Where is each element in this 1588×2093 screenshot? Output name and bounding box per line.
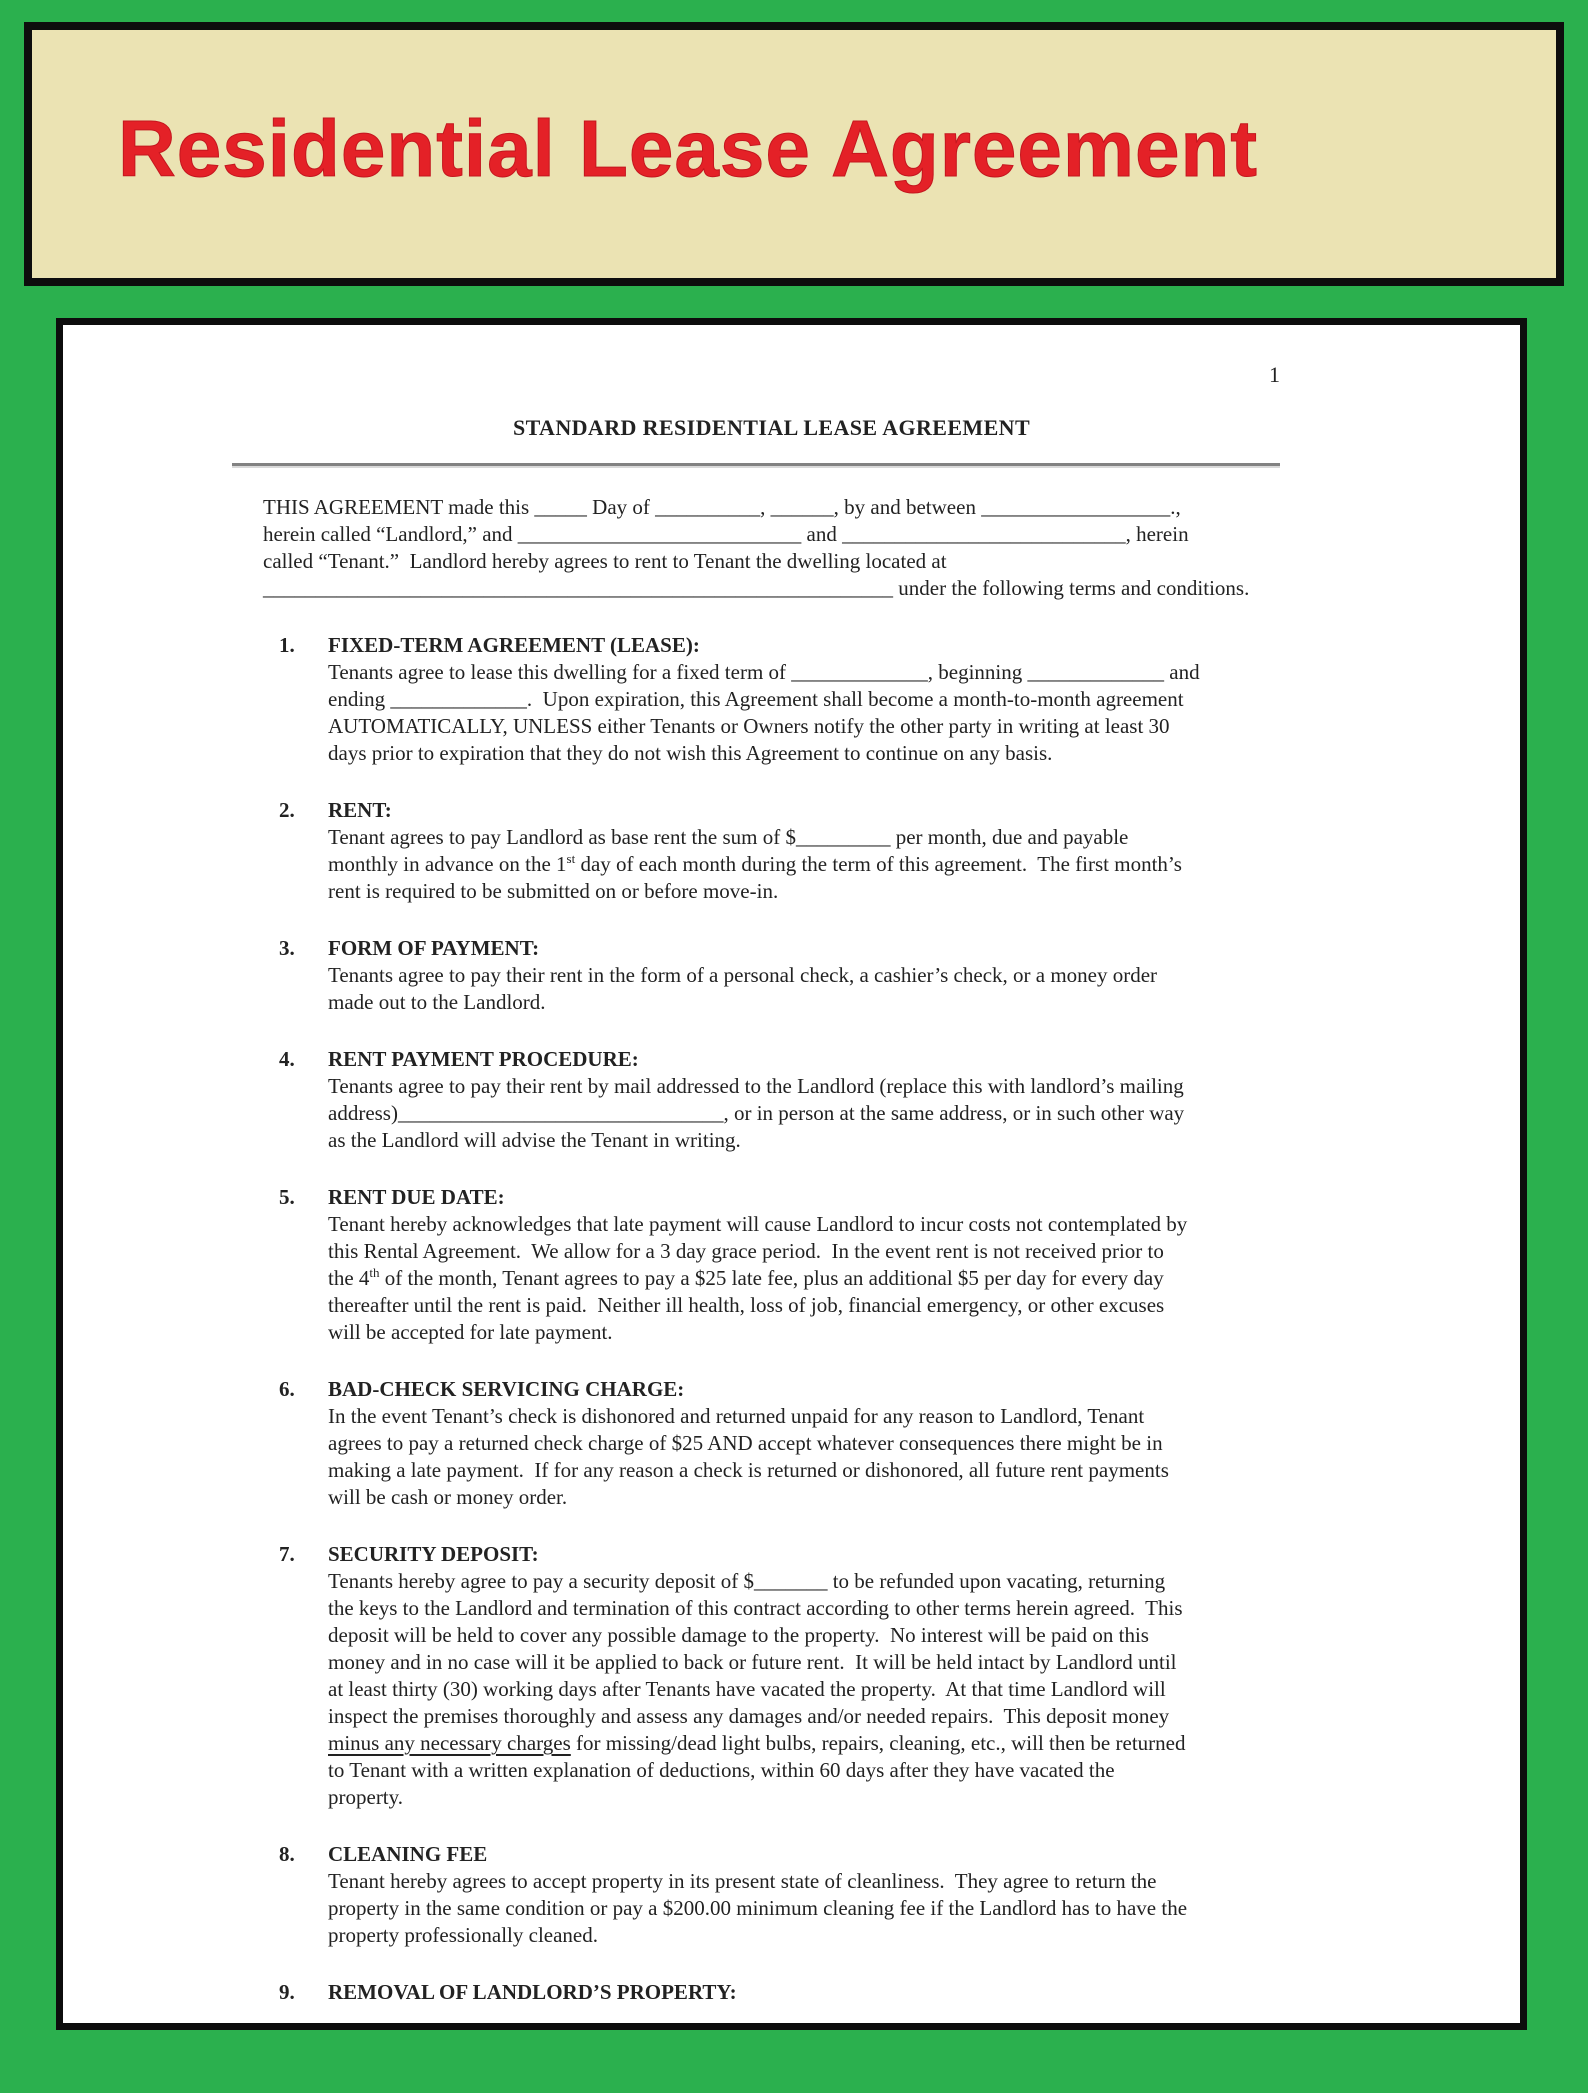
text-line: Tenants hereby agree to pay a security deposit of $_______ to be refunded upon vacating, returning <box>328 1569 1166 1593</box>
text-line: Tenant hereby acknowledges that late payment will cause Landlord to incur costs not contemplated by <box>328 1212 1188 1236</box>
section-heading <box>263 797 1280 824</box>
underlined-phrase: minus any necessary charges <box>328 1731 571 1755</box>
text-line: this Rental Agreement. We allow for a 3 day grace period. In the event rent is not received prior to <box>328 1239 1164 1263</box>
text-line: Tenants agree to pay their rent in the form of a personal check, a cashier’s check, or a money order <box>328 963 1158 987</box>
document-title: STANDARD RESIDENTIAL LEASE AGREEMENT <box>512 415 1031 440</box>
text-line: thereafter until the rent is paid. Neither ill health, loss of job, financial emergency, or other excuses <box>328 1293 1165 1317</box>
text-line: to Tenant with a written explanation of deductions, within 60 days after they have vacated the <box>328 1758 1115 1782</box>
text-part: of the month, Tenant agrees to pay a $25 late fee, plus an additional $5 per day for every day <box>379 1266 1164 1290</box>
text-line: property in the same condition or pay a $200.00 minimum cleaning fee if the Landlord has to have the <box>328 1896 1188 1920</box>
section-heading-text: RENT: <box>328 798 392 822</box>
text-line <box>328 1265 1280 1292</box>
section-removal-of-landlords-property <box>263 1979 1280 2006</box>
section-heading <box>263 1841 1280 1868</box>
text-line: will be cash or money order. <box>328 1485 568 1509</box>
text-part: monthly in advance on the 1 <box>328 852 567 876</box>
section-rent-due-date <box>263 1184 1280 1346</box>
section-heading <box>263 1541 1280 1568</box>
text-line: inspect the premises thoroughly and assess any damages and/or needed repairs. This deposit money <box>328 1704 1170 1728</box>
text-line: deposit will be held to cover any possible damage to the property. No interest will be paid on this <box>328 1623 1149 1647</box>
text-part: day of each month during the term of this agreement. The first month’s <box>575 852 1182 876</box>
section-number: 9. <box>279 1980 295 2004</box>
text-part: the 4 <box>328 1266 370 1290</box>
banner-title: Residential Lease Agreement <box>118 104 1259 193</box>
header-banner <box>24 22 1564 286</box>
text-line: made out to the Landlord. <box>328 990 546 1014</box>
section-heading <box>263 1046 1280 1073</box>
section-heading <box>263 1184 1280 1211</box>
section-heading <box>263 1376 1280 1403</box>
section-body <box>263 1403 1280 1511</box>
section-number: 5. <box>279 1185 295 1209</box>
text-line: as the Landlord will advise the Tenant in writing. <box>328 1128 741 1152</box>
section-heading-text: RENT PAYMENT PROCEDURE: <box>328 1047 639 1071</box>
section-rent-payment-procedure <box>263 1046 1280 1154</box>
section-fixed-term-agreement <box>263 632 1280 767</box>
section-heading <box>263 1979 1280 2006</box>
text-line: property. <box>328 1785 404 1809</box>
text-line: rent is required to be submitted on or before move-in. <box>328 879 779 903</box>
text-line: agrees to pay a returned check charge of $25 AND accept whatever consequences there might be in <box>328 1431 1163 1455</box>
section-number: 3. <box>279 936 295 960</box>
text-line: will be accepted for late payment. <box>328 1320 613 1344</box>
text-line: Tenant agrees to pay Landlord as base rent the sum of $_________ per month, due and payable <box>328 825 1129 849</box>
text-line: at least thirty (30) working days after Tenants have vacated the property. At that time Landlord will <box>328 1677 1166 1701</box>
section-body <box>263 1568 1280 1811</box>
section-heading <box>263 935 1280 962</box>
text-line: making a late payment. If for any reason a check is returned or dishonored, all future rent payments <box>328 1458 1169 1482</box>
text-line: ending _____________. Upon expiration, this Agreement shall become a month-to-month agreement <box>328 687 1184 711</box>
page-number: 1 <box>1269 362 1280 387</box>
intro-line: called “Tenant.” Landlord hereby agrees to rent to Tenant the dwelling located at <box>263 549 947 573</box>
section-number: 2. <box>279 798 295 822</box>
title-rule <box>232 463 1280 466</box>
section-heading-text: BAD-CHECK SERVICING CHARGE: <box>328 1377 685 1401</box>
text-line <box>328 851 1280 878</box>
page-content <box>63 325 1520 2006</box>
section-number: 4. <box>279 1047 295 1071</box>
section-heading-text: CLEANING FEE <box>328 1842 488 1866</box>
section-body <box>263 1211 1280 1346</box>
section-heading-text: REMOVAL OF LANDLORD’S PROPERTY: <box>328 1980 737 2004</box>
section-bad-check-servicing-charge <box>263 1376 1280 1511</box>
text-part: for missing/dead light bulbs, repairs, cleaning, etc., will then be returned <box>570 1731 1186 1755</box>
section-number: 8. <box>279 1842 295 1866</box>
text-line: In the event Tenant’s check is dishonored and returned unpaid for any reason to Landlord, Tenant <box>328 1404 1145 1428</box>
section-body <box>263 962 1280 1016</box>
text-line: the keys to the Landlord and termination of this contract according to other terms herein agreed. This <box>328 1596 1183 1620</box>
section-number: 6. <box>279 1377 295 1401</box>
text-line: address)_______________________________, or in person at the same address, or in such other way <box>328 1101 1185 1125</box>
text-line: days prior to expiration that they do not wish this Agreement to continue on any basis. <box>328 741 1053 765</box>
section-body <box>263 824 1280 905</box>
section-cleaning-fee <box>263 1841 1280 1949</box>
section-security-deposit <box>263 1541 1280 1811</box>
section-heading <box>263 632 1280 659</box>
intro-line: herein called “Landlord,” and ___________________________ and ___________________________, herein <box>263 522 1189 546</box>
intro-paragraph <box>263 494 1280 602</box>
section-heading-text: SECURITY DEPOSIT: <box>328 1542 539 1566</box>
text-line: money and in no case will it be applied to back or future rent. It will be held intact by Landlord until <box>328 1650 1177 1674</box>
section-body <box>263 1073 1280 1154</box>
ordinal-superscript: st <box>566 851 576 866</box>
section-heading-text: FIXED-TERM AGREEMENT (LEASE): <box>328 633 700 657</box>
intro-line: ____________________________________________________________ under the following terms and conditions. <box>263 576 1250 600</box>
section-form-of-payment <box>263 935 1280 1016</box>
section-number: 7. <box>279 1542 295 1566</box>
text-line: AUTOMATICALLY, UNLESS either Tenants or Owners notify the other party in writing at least 30 <box>328 714 1170 738</box>
ordinal-superscript: th <box>369 1265 380 1280</box>
section-body <box>263 1868 1280 1949</box>
text-line: Tenants agree to lease this dwelling for a fixed term of _____________, beginning _____________ and <box>328 660 1200 684</box>
text-line: Tenants agree to pay their rent by mail addressed to the Landlord (replace this with landlord’s mailing <box>328 1074 1184 1098</box>
section-number: 1. <box>279 633 295 657</box>
intro-line: THIS AGREEMENT made this _____ Day of __________, ______, by and between __________________., <box>263 495 1181 519</box>
text-line: property professionally cleaned. <box>328 1923 598 1947</box>
text-line <box>328 1730 1280 1757</box>
section-body <box>263 659 1280 767</box>
document-page <box>56 318 1527 2030</box>
section-rent <box>263 797 1280 905</box>
text-line: Tenant hereby agrees to accept property in its present state of cleanliness. They agree to return the <box>328 1869 1157 1893</box>
section-heading-text: RENT DUE DATE: <box>328 1185 505 1209</box>
section-heading-text: FORM OF PAYMENT: <box>328 936 540 960</box>
